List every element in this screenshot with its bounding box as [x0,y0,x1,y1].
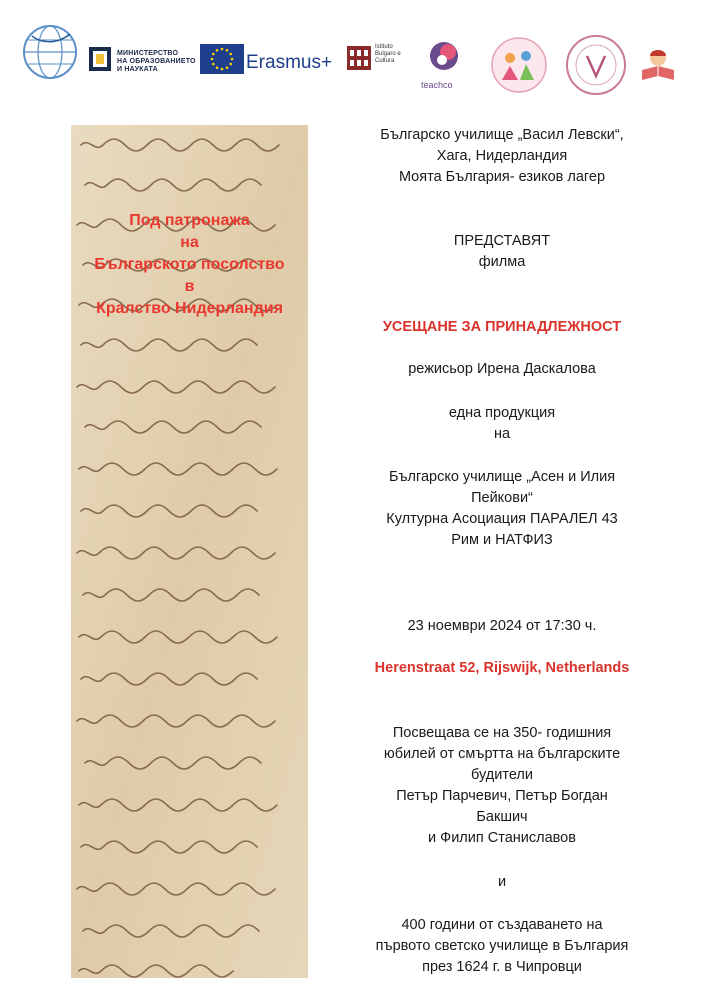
director-line: режисьор Ирена Даскалова [408,361,596,377]
school-seal-icon [565,34,627,96]
teachco-logo-icon [428,38,460,78]
colosseum-logo-icon [345,42,373,72]
conjunction-and: и [497,874,507,890]
dedication-block: Посвещава се на 350- годишния юбилей от смъртта на българските будители Петър Парчевич, Петър Богдан Бакшич и Филип Станиславов [383,725,621,846]
presents-block: ПРЕДСТАВЯТ филма [453,233,551,270]
producers-block: Българско училище „Асен и Илия Пейкови“ Културна Асоциация ПАРАЛЕЛ 43 Рим и НАТФИЗ [386,469,618,548]
teachco-label: teachco [421,80,453,90]
school400-block: 400 години от създаването на първото светско училище в България през 1624 г. в Чипровци [375,917,629,975]
ministry-book-icon [88,46,112,72]
eu-flag-icon [200,44,244,74]
logo-bar [0,0,706,110]
reading-child-icon [638,44,678,84]
globe-logo-icon [18,14,82,96]
erasmus-label: Erasmus+ [246,52,333,73]
film-title: УСЕЩАНЕ ЗА ПРИНАДЛЕЖНОСТ [382,319,622,335]
ibc-label: Istituto Bulgaro e Cultura [375,44,401,64]
ministry-label: МИНИСТЕРСТВО НА ОБРАЗОВАНИЕТО И НАУКАТА [117,50,196,73]
patronage-text: Под патронажа на Българското посолство в Кралство Нидерландия [94,212,285,317]
children-logo-icon [490,36,548,94]
school-name-block: Българско училище „Васил Левски“, Хага, Нидерландия Моята България- езиков лагер [380,127,624,185]
manuscript-panel [71,125,308,978]
event-date: 23 ноември 2024 от 17:30 ч. [407,618,597,634]
production-block: една продукция на [448,405,556,442]
event-address: Herenstraat 52, Rijswijk, Netherlands [374,660,630,676]
